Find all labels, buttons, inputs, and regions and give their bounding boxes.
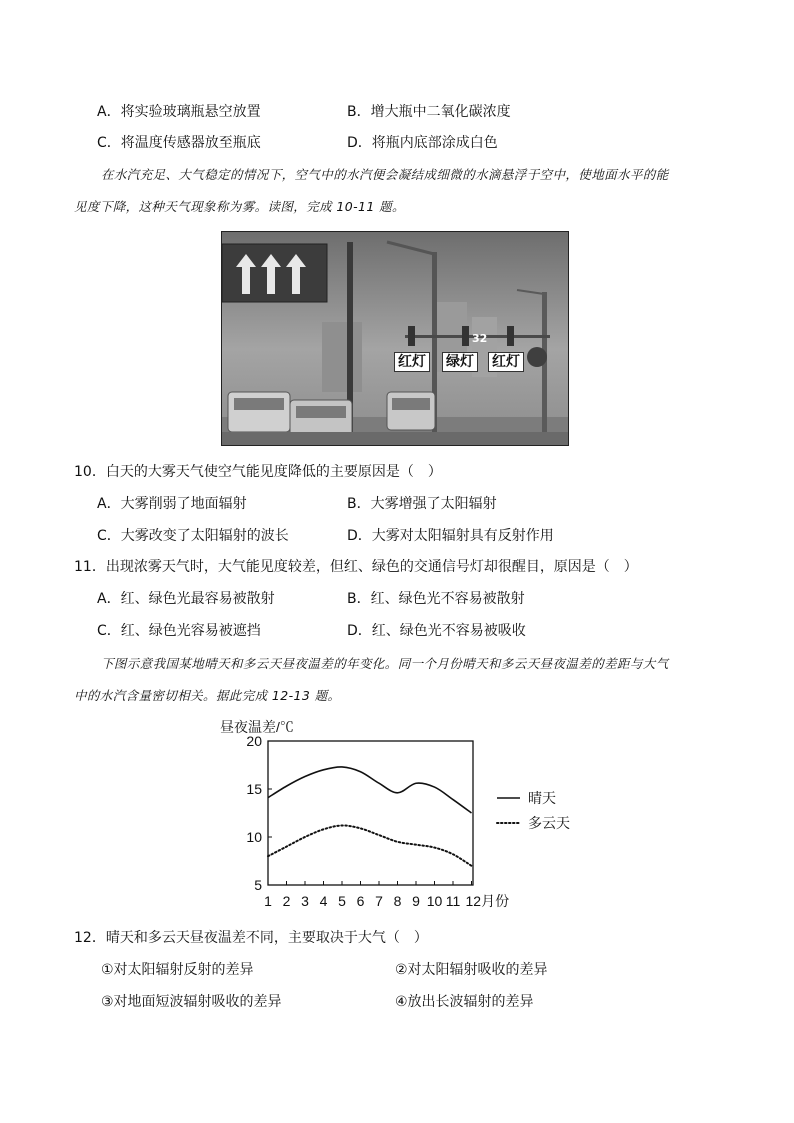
y-tick-label: 20	[246, 733, 262, 749]
chart-y-axis-label: 昼夜温差/℃	[220, 719, 294, 735]
y-tick-label: 15	[246, 781, 262, 797]
series-line-cloudy	[268, 825, 472, 865]
fog-scene-graphic	[222, 232, 568, 445]
q10-stem: 10．白天的大雾天气使空气能见度降低的主要原因是（ ）	[74, 464, 442, 480]
series-line-sunny	[268, 767, 472, 813]
chart-legend	[497, 790, 570, 831]
x-tick-label: 3	[301, 893, 309, 909]
label-red-light-right: 红灯	[488, 352, 524, 372]
q11-stem: 11．出现浓雾天气时，大气能见度较差，但红、绿色的交通信号灯却很醒目，原因是（ ）	[74, 559, 638, 575]
q10-option-c: C．大雾改变了太阳辐射的波长	[97, 528, 289, 544]
x-tick-label: 6	[356, 893, 365, 909]
passage-chart-line2: 中的水汽含量密切相关。据此完成 12-13 题。	[74, 688, 341, 703]
q9-option-a: A．将实验玻璃瓶悬空放置	[97, 104, 261, 120]
q10-option-d: D．大雾对太阳辐射具有反射作用	[347, 528, 554, 544]
q12-stem: 12．晴天和多云天昼夜温差不同，主要取决于大气（ ）	[74, 930, 428, 946]
q11-option-b: B．红、绿色光不容易被散射	[347, 591, 525, 607]
passage-fog-line1: 在水汽充足、大气稳定的情况下，空气中的水汽便会凝结成细微的水滴悬浮于空中，使地面水平的能	[101, 167, 669, 182]
q11-option-c: C．红、绿色光容易被遮挡	[97, 623, 261, 639]
q11-option-d: D．红、绿色光不容易被吸收	[347, 623, 526, 639]
countdown-display: 32	[472, 332, 488, 345]
x-tick-label: 9	[412, 893, 420, 909]
q11-option-a: A．红、绿色光最容易被散射	[97, 591, 275, 607]
q12-option-1: ①对太阳辐射反射的差异	[101, 962, 254, 978]
x-tick-label: 8	[393, 893, 402, 909]
legend-label-sunny: 晴天	[528, 790, 556, 806]
x-tick-label: 7	[375, 893, 383, 909]
label-green-light: 绿灯	[442, 352, 478, 372]
x-tick-label: 1	[264, 893, 272, 909]
x-tick-label: 5	[338, 893, 346, 909]
x-tick-label: 2	[282, 893, 291, 909]
road-sign-arrows	[236, 254, 306, 294]
x-tick-label: 10	[426, 893, 443, 909]
q12-option-2: ②对太阳辐射吸收的差异	[395, 962, 548, 978]
q9-option-c: C．将温度传感器放至瓶底	[97, 135, 261, 151]
x-tick-label: 12月份	[465, 893, 510, 909]
label-red-light-left: 红灯	[394, 352, 430, 372]
q12-option-3: ③对地面短波辐射吸收的差异	[101, 994, 282, 1010]
passage-fog-line2: 见度下降，这种天气现象称为雾。读图，完成 10-11 题。	[74, 199, 405, 214]
temperature-range-chart	[200, 712, 600, 912]
y-tick-label: 10	[246, 829, 262, 845]
chart-series	[268, 767, 472, 866]
y-tick-label: 5	[254, 877, 262, 893]
fog-street-photo	[221, 231, 569, 446]
x-tick-label: 11	[445, 893, 461, 909]
passage-chart-line1: 下图示意我国某地晴天和多云天昼夜温差的年变化。同一个月份晴天和多云天昼夜温差的差距与大气	[101, 656, 669, 671]
x-tick-label: 4	[319, 893, 328, 909]
q12-option-4: ④放出长波辐射的差异	[395, 994, 534, 1010]
q9-option-b: B．增大瓶中二氧化碳浓度	[347, 104, 511, 120]
legend-label-cloudy: 多云天	[528, 815, 570, 831]
chart-plot-frame	[268, 741, 473, 885]
q9-option-d: D．将瓶内底部涂成白色	[347, 135, 498, 151]
q10-option-b: B．大雾增强了太阳辐射	[347, 496, 497, 512]
q10-option-a: A．大雾削弱了地面辐射	[97, 496, 247, 512]
